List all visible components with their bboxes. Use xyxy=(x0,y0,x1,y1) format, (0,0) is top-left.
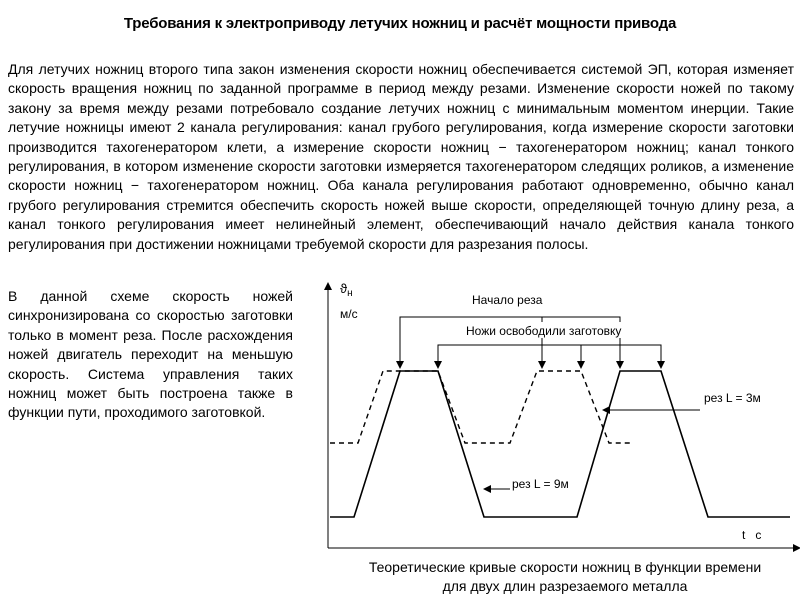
label-cut-3m: рез L = 3м xyxy=(704,391,761,405)
label-cut-9m: рез L = 9м xyxy=(512,477,569,491)
page-title: Требования к электроприводу летучих ножниц и расчёт мощности привода xyxy=(123,15,677,32)
knives-released-bracket xyxy=(438,345,661,368)
label-cut-start: Начало реза xyxy=(472,293,543,307)
side-paragraph: В данной схеме скорость ножей синхронизирована со скоростью заготовки только в момент реза. После расхождения ножей двигатель переходит на меньшую скорость. Система управления таких ножниц может быть построена также в функции пути, проходимого заготовкой. xyxy=(8,288,293,421)
label-knives-released: Ножи освободили заготовку xyxy=(466,324,622,338)
y-axis-unit: м/с xyxy=(340,307,358,321)
caption-line-1: Теоретические кривые скорости ножниц в функции времени xyxy=(368,559,762,575)
x-axis-label: t с xyxy=(742,528,762,542)
velocity-curve-3m xyxy=(330,371,632,443)
main-paragraph: Для летучих ножниц второго типа закон изменения скорости ножниц обеспечивается системой ЭП, которая изменяет скорость вращения ножниц по заданной программе в период между резами. Изменение скорости ножей по такому закону за время между резами потребовало создание летучих ножниц с минимальным моментом инерции. Такие летучие ножницы имеют 2 канала регулирования: канал грубого регулирования, когда измерение скорости заготовки производится тахогенератором клети, а измерение скорости ножниц − тахогенератором ножниц; канал тонкого регулирования, в котором изменение скорости заготовки измеряется тахогенератором следящих роликов, а изменение скорости ножниц − тахогенератором ножниц. Оба канала регулирования работают одновременно, обычно канал грубого регулирования стремится обеспечить скорость ножей выше скорости, определяющей точную длину реза, а канал тонкого регулирования имеет нелинейный элемент, обеспечивающий начало действия канала тонкого регулирования при достижении ножницами требуемой скорости для разрезания полосы. xyxy=(8,61,794,252)
caption-line-2: для двух длин разрезаемого металла xyxy=(442,578,688,594)
diagram-caption xyxy=(330,558,800,596)
y-axis-symbol: $ϑ_н$ xyxy=(340,281,353,299)
